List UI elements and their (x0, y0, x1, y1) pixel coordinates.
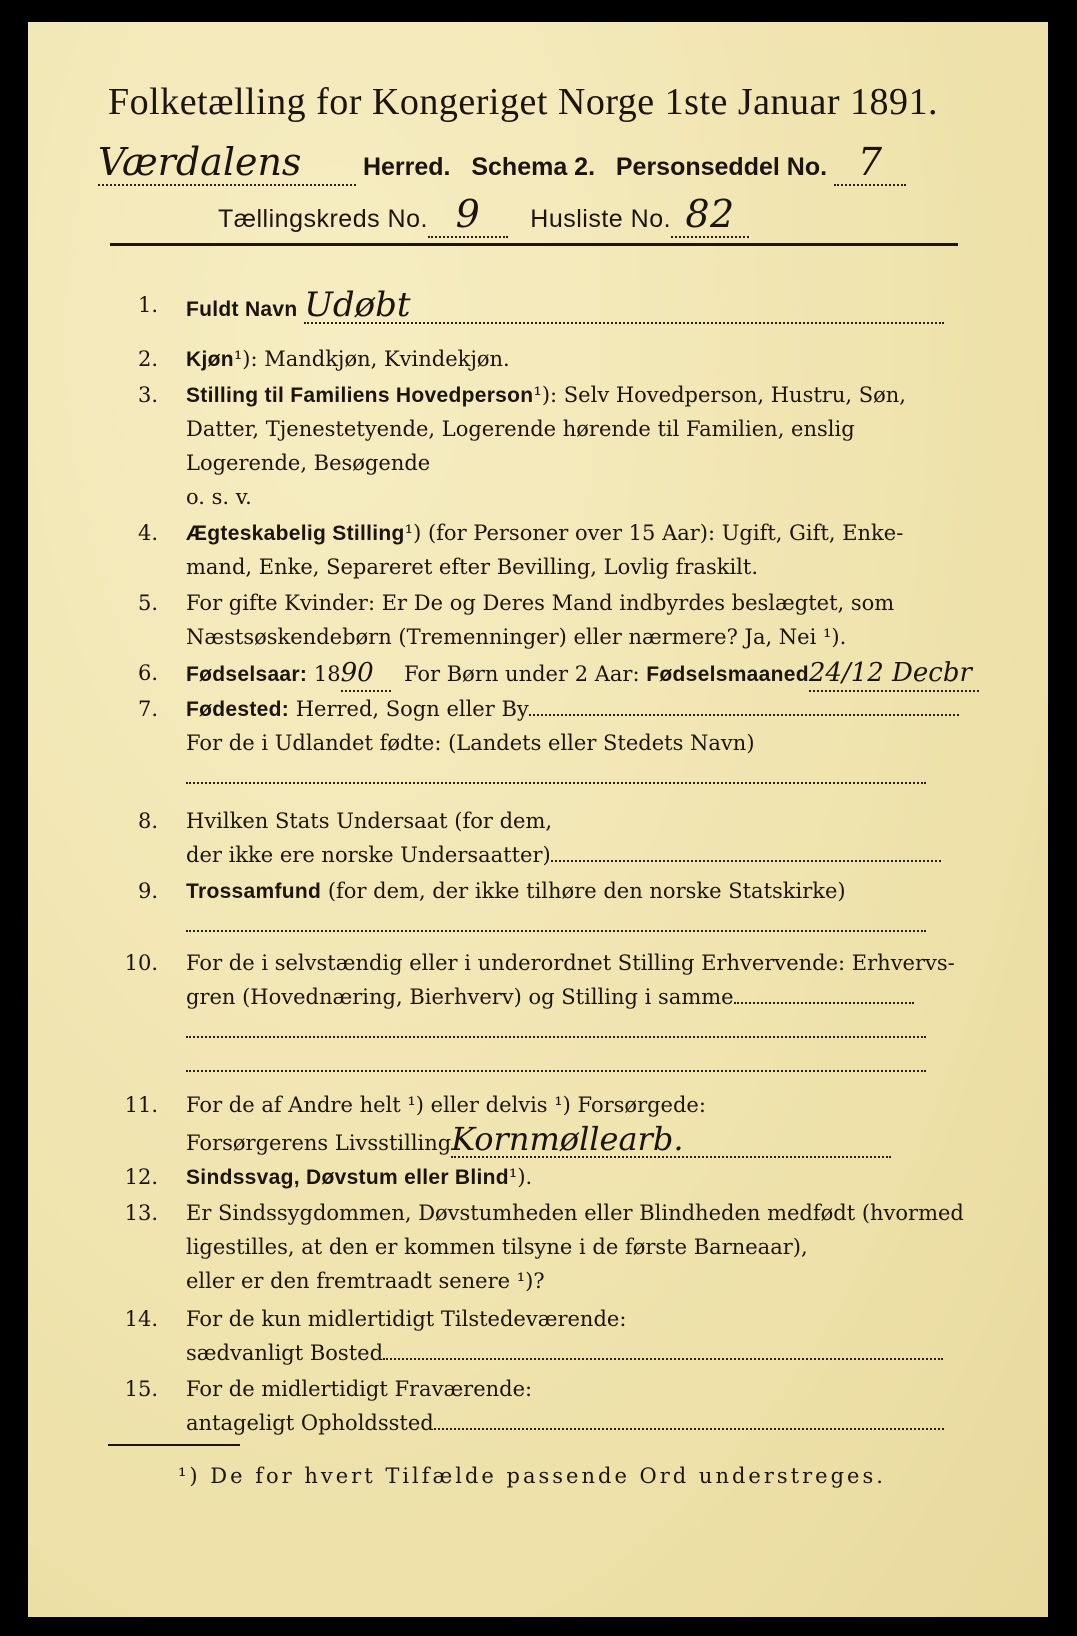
personseddel-value: 7 (834, 140, 906, 186)
husliste-value: 82 (671, 192, 749, 238)
name-value: Udøbt (304, 288, 944, 324)
birth-year-value: 90 (341, 656, 391, 692)
herred-value: Værdalens (98, 140, 356, 186)
kreds-label: Tællingskreds No. (218, 205, 428, 233)
herred-label: Herred. (362, 153, 451, 181)
form-title: Folketælling for Kongeriget Norge 1ste Januar 1891. (108, 81, 939, 123)
header-rule (110, 243, 958, 246)
kreds-row (218, 192, 749, 238)
provider-occupation-value: Kornmøllearb. (451, 1122, 891, 1158)
husliste-label: Husliste No. (530, 205, 672, 233)
kreds-value: 9 (428, 192, 508, 238)
footnote: ¹) De for hvert Tilfælde passende Ord understreges. (178, 1464, 886, 1488)
footnote-rule (108, 1444, 240, 1446)
personseddel-label: Personseddel No. (615, 153, 828, 181)
schema-label: Schema 2. (471, 153, 596, 181)
birth-month-value: 24/12 Decbr (809, 656, 979, 692)
census-form: Folketælling for Kongeriget Norge 1ste Januar 1891. Værdalens Herred. Schema 2. Personseddel No. 7 Tællingskreds No. 9 Husliste No. 82 1. Fuldt Navn Udøbt 2. Kjøn¹): Mandkjøn, Kvindekjøn. 3. Stilling til Familiens Hovedperson¹): Selv Hovedperson, Hustru, Søn, Datter, Tjenestetyende, Logerende hørende til Familien, enslig Logerende, Besøgende o. s. v. 4. Ægteskabelig Stilling¹) (for Personer over 15 Aar): Ugift, Gift, Enke- mand, Enke, Separeret efter Bevilling, Lovlig fraskilt. 5. For gifte Kvinder: Er De og Deres Mand indbyrdes beslægtet, som Næstsøskendebørn (Tremenninger) eller nærmere? Ja, Nei ¹). 6. Fødselsaar: 1890 For Børn under 2 Aar: Fødselsmaaned24/12 Decbr 7. Fødested: Herred, Sogn eller By For de i Udlandet fødte: (Landets eller Stedets Navn) 8. Hvilken Stats Undersaat (for dem, der ikke ere norske Undersaatter) 9. Trossamfund (for dem, der ikke tilhøre den norske Statskirke) 10. For de i selvstændig eller i underordnet Stilling Erhvervende: Erhvervs- gren (Hovednæring, Bierhverv) og Stilling i samme 11. For de af Andre helt ¹) eller delvis ¹) Forsørgede: Forsørgerens LivsstillingKornmøllearb. 12. Sindssvag, Døvstum eller Blind¹). 13. Er Sindssygdommen, Døvstumheden eller Blindheden medfødt (hvormed ligestilles, at den er kommen tilsyne i de første Barneaar), eller er den fremtraadt senere ¹)? 14. For de kun midlertidigt Tilstedeværende: sædvanligt Bosted 15. For de midlertidigt Fraværende: antageligt Opholdssted ¹) De for hvert Tilfælde passende Ord understreges. (28, 22, 1048, 1617)
header-row (98, 140, 906, 186)
